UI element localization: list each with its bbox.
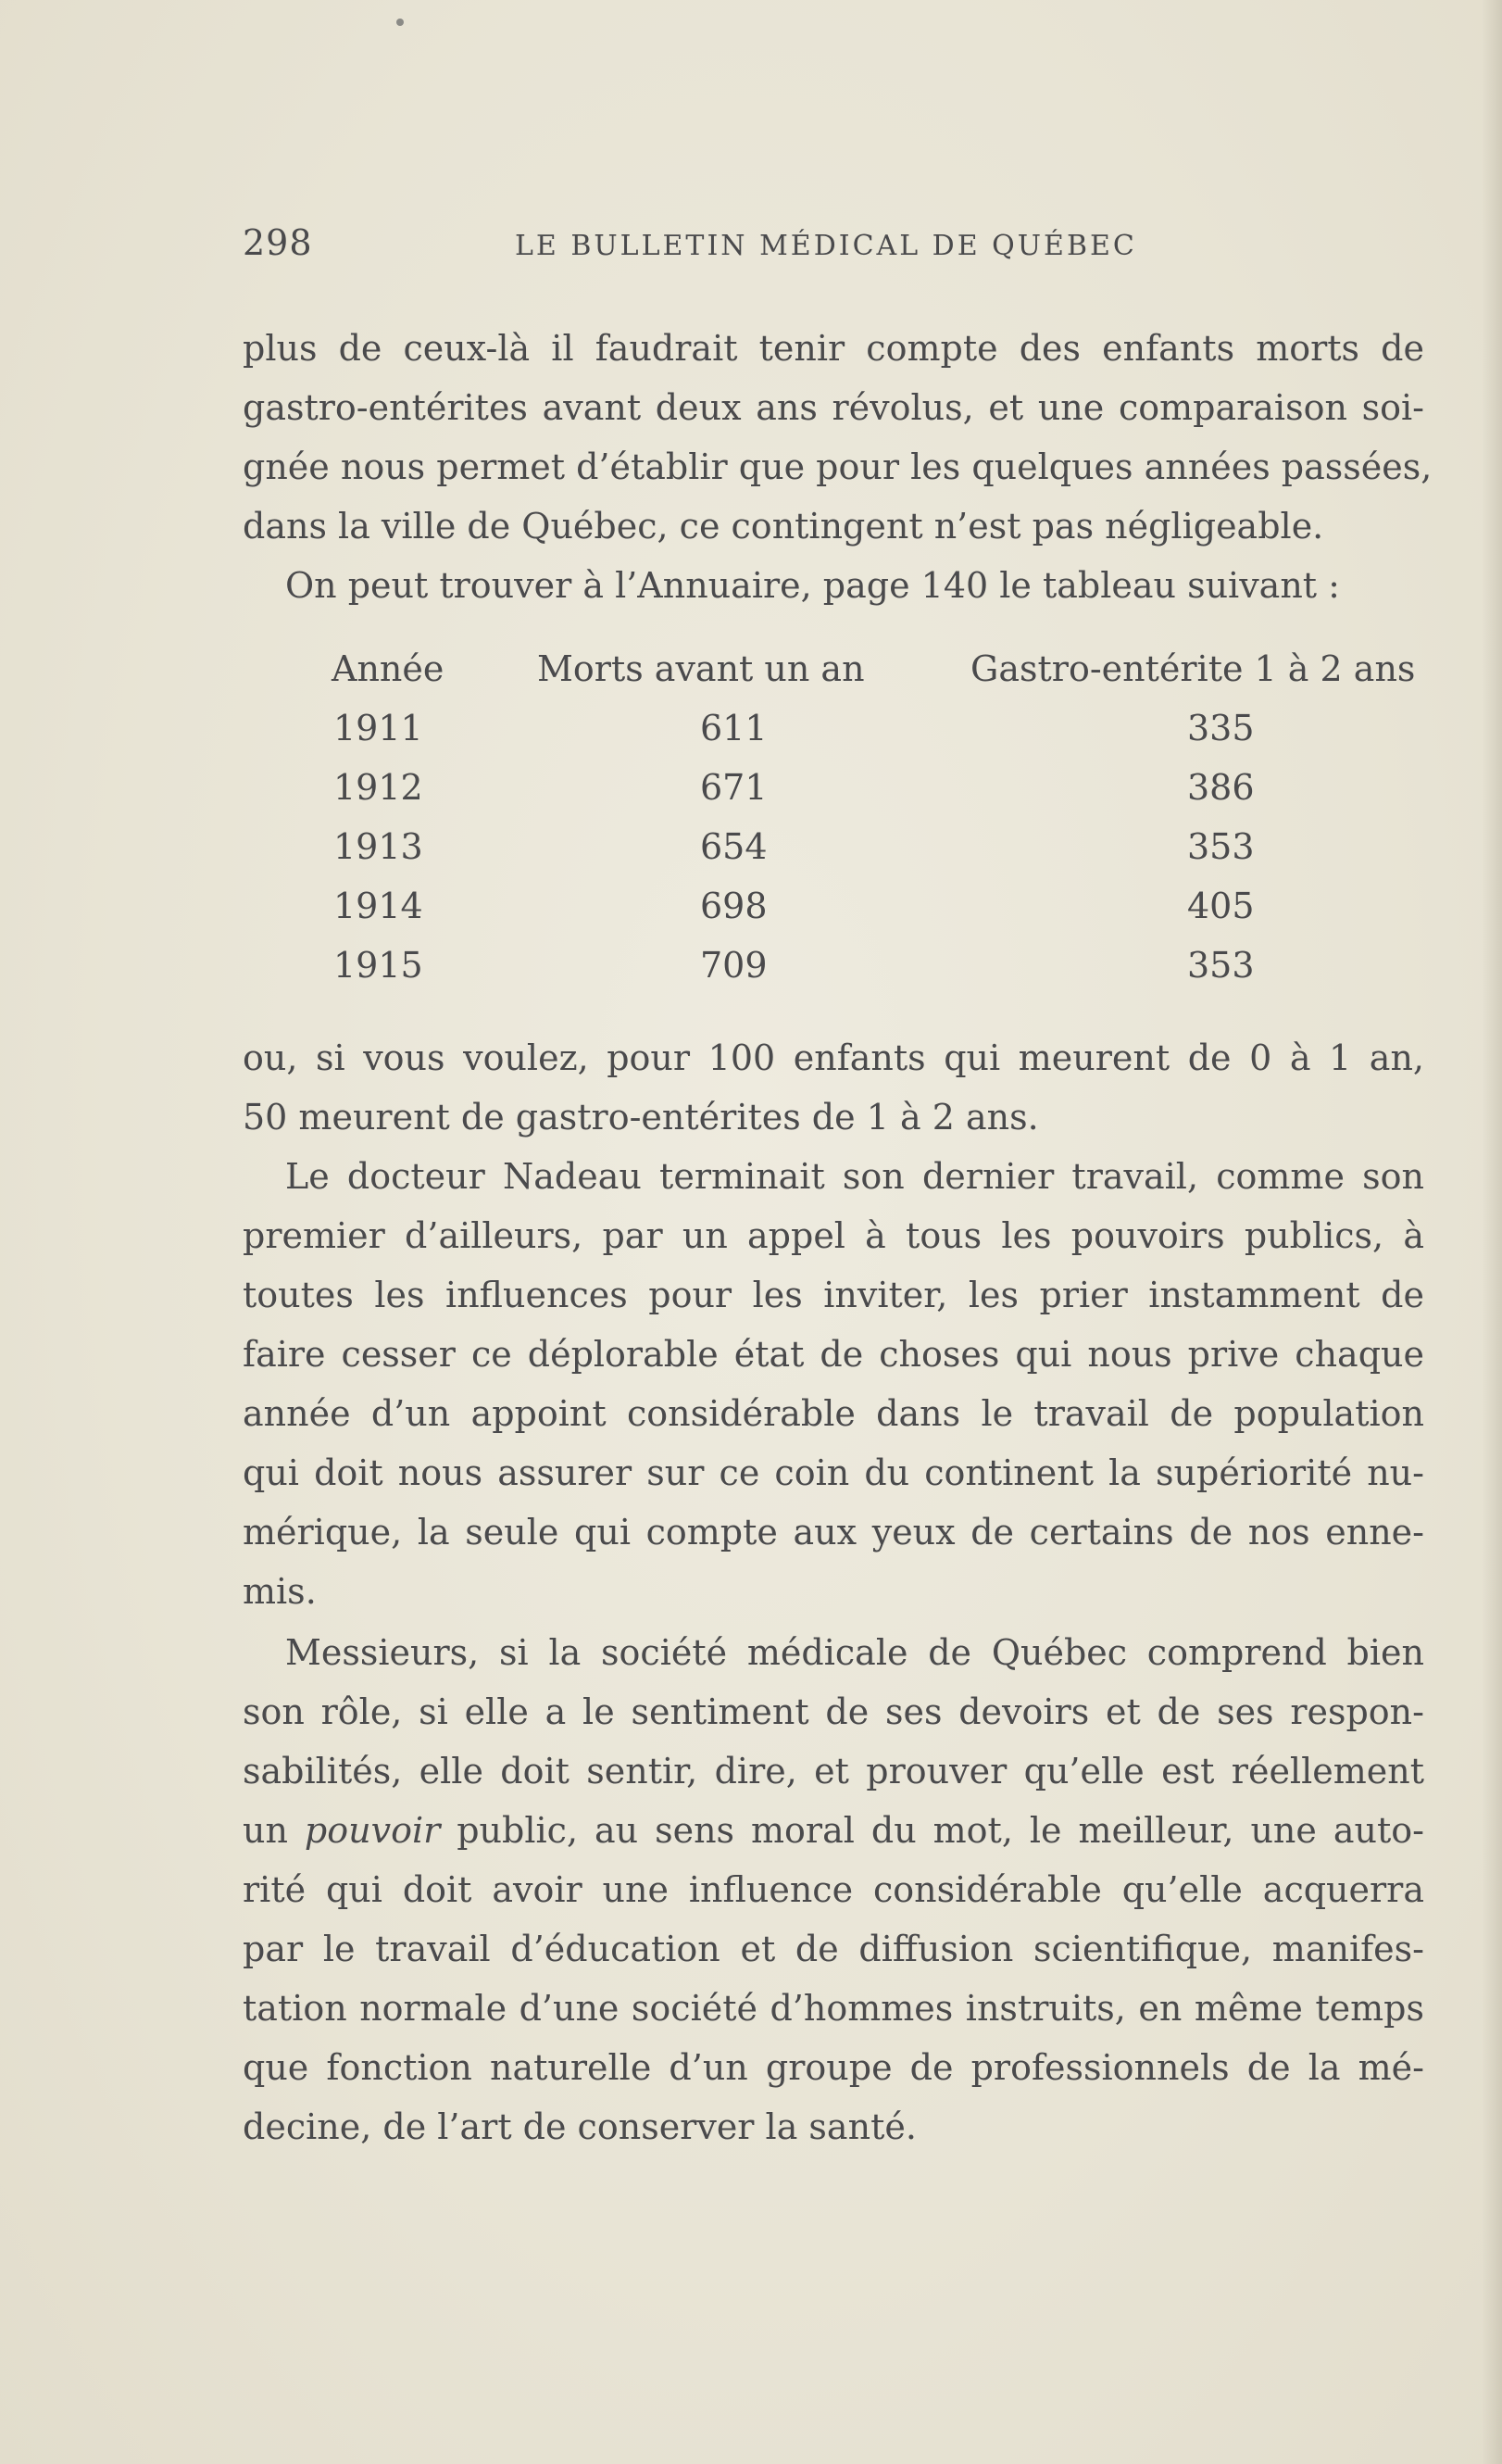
text-line: Messieurs, si la société médicale de Québec comprend bien (285, 1632, 1424, 1673)
text-line: dans la ville de Québec, ce contingent n’est pas négligeable. (243, 506, 1324, 547)
page-number: 298 (243, 222, 313, 263)
column-header-deaths: Morts avant un an (537, 648, 865, 689)
page-edge-shadow (1482, 0, 1502, 2464)
text-line: 50 meurent de gastro-entérites de 1 à 2 ans. (243, 1097, 1039, 1138)
table-header (243, 648, 1437, 708)
text-line: plus de ceux-là il faudrait tenir compte des enfants morts de (243, 328, 1424, 369)
cell-deaths: 654 (700, 826, 768, 867)
paragraph-3 (243, 1028, 1424, 1147)
text-line: gnée nous permet d’établir que pour les quelques années passées, (243, 446, 1433, 487)
column-header-year: Année (332, 648, 444, 689)
cell-deaths: 709 (700, 945, 768, 986)
cell-gastro: 405 (1187, 886, 1255, 926)
cell-deaths: 611 (700, 708, 768, 748)
paragraph-1 (243, 319, 1433, 556)
text-fragment: public, au sens moral du mot, le meilleur, une auto- (457, 1810, 1424, 1851)
text-line: sabilités, elle doit sentir, dire, et prouver qu’elle est réellement (243, 1751, 1424, 1791)
table-row (243, 826, 1437, 865)
cell-deaths: 671 (700, 767, 768, 808)
ink-speck (396, 19, 404, 26)
text-line: année d’un appoint considérable dans le travail de population (243, 1393, 1424, 1434)
column-header-gastro: Gastro-entérite 1 à 2 ans (970, 648, 1416, 689)
text-line: tation normale d’une société d’hommes instruits, en même temps (243, 1988, 1424, 2029)
text-line: ou, si vous voulez, pour 100 enfants qui meurent de 0 à 1 an, (243, 1037, 1424, 1078)
paragraph-5 (243, 1623, 1424, 2156)
text-line: On peut trouver à l’Annuaire, page 140 le tableau suivant : (285, 565, 1340, 606)
table-row (243, 767, 1437, 806)
text-line: toutes les influences pour les inviter, les prier instamment de (243, 1275, 1424, 1315)
text-line: Le docteur Nadeau terminait son dernier travail, comme son (285, 1156, 1424, 1197)
text-line: son rôle, si elle a le sentiment de ses devoirs et de ses respon- (243, 1691, 1424, 1732)
table-row (243, 708, 1437, 747)
cell-gastro: 386 (1187, 767, 1255, 808)
mortality-table (243, 648, 1437, 1004)
text-line: decine, de l’art de conserver la santé. (243, 2106, 917, 2147)
table-row (243, 945, 1437, 984)
table-row (243, 886, 1437, 924)
text-line: gastro-entérites avant deux ans révolus, et une comparaison soi- (243, 387, 1424, 428)
text-line: mis. (243, 1571, 317, 1612)
running-head (243, 222, 1437, 269)
cell-year: 1913 (333, 826, 423, 867)
text-line: rité qui doit avoir une influence considérable qu’elle acquerra (243, 1869, 1424, 1910)
cell-year: 1915 (333, 945, 423, 986)
text-line: par le travail d’éducation et de diffusion scientifique, manifes- (243, 1929, 1424, 1969)
text-line: faire cesser ce déplorable état de choses qui nous prive chaque (243, 1334, 1424, 1375)
italic-word: pouvoir (304, 1810, 441, 1851)
running-title: LE BULLETIN MÉDICAL DE QUÉBEC (515, 230, 1137, 262)
cell-year: 1914 (333, 886, 423, 926)
text-line: premier d’ailleurs, par un appel à tous les pouvoirs publics, à (243, 1215, 1424, 1256)
text-fragment: un (243, 1810, 288, 1851)
cell-deaths: 698 (700, 886, 768, 926)
text-line: qui doit nous assurer sur ce coin du continent la supériorité nu- (243, 1452, 1424, 1493)
paragraph-2 (243, 556, 1424, 615)
paragraph-4 (243, 1147, 1424, 1621)
text-line: que fonction naturelle d’un groupe de professionnels de la mé- (243, 2047, 1424, 2088)
cell-gastro: 353 (1187, 945, 1255, 986)
cell-gastro: 335 (1187, 708, 1255, 748)
text-line-with-italic (243, 1801, 1424, 1860)
cell-year: 1912 (333, 767, 423, 808)
cell-year: 1911 (333, 708, 423, 748)
text-line: mérique, la seule qui compte aux yeux de certains de nos enne- (243, 1512, 1424, 1553)
cell-gastro: 353 (1187, 826, 1255, 867)
